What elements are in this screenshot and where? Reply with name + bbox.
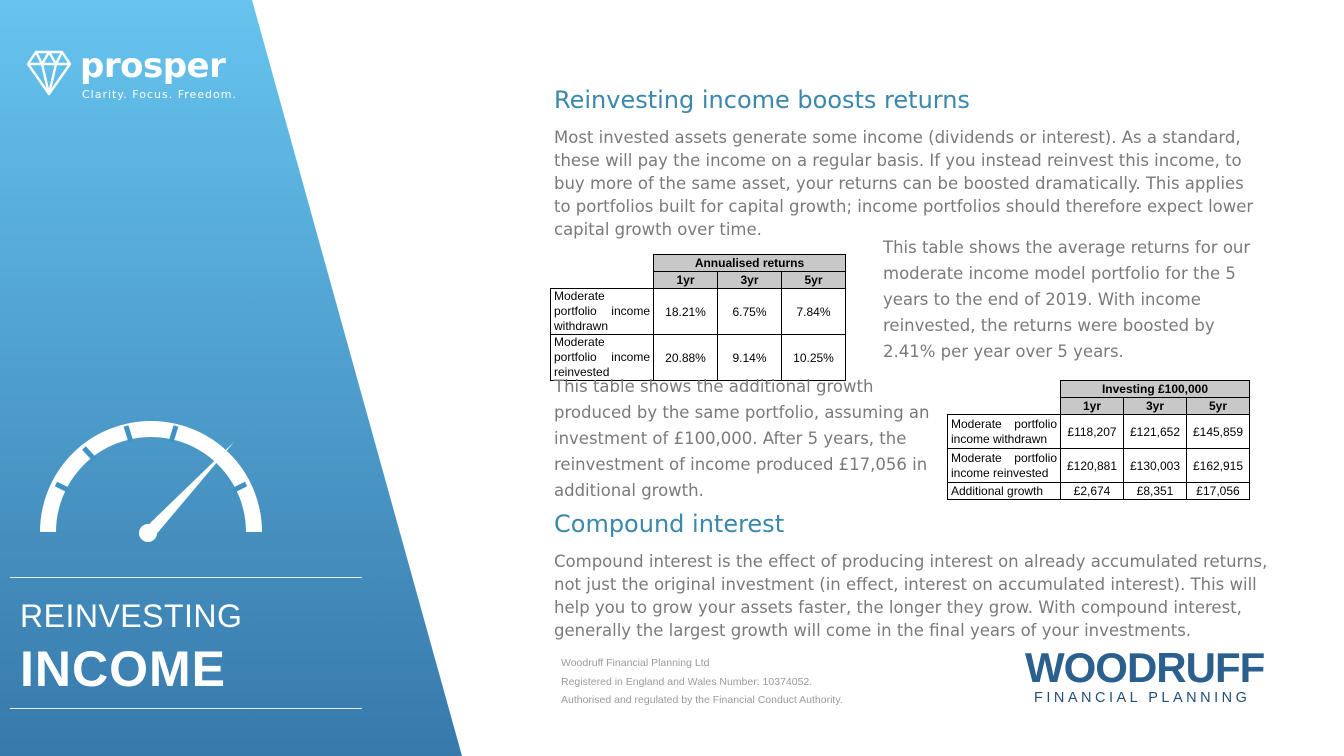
column-header: 5yr	[1187, 398, 1250, 415]
sidebar	[0, 0, 480, 756]
section1-heading: Reinvesting income boosts returns	[554, 86, 970, 114]
table-cell: £120,881	[1061, 449, 1124, 483]
row-label: Moderate portfolio income reinvested	[551, 335, 654, 381]
table-cell: £2,674	[1061, 483, 1124, 500]
column-header: 1yr	[1061, 398, 1124, 415]
brand-tagline: Clarity. Focus. Freedom.	[82, 88, 237, 101]
speedometer-icon	[40, 412, 264, 542]
table-caption: Annualised returns	[654, 255, 846, 272]
table-cell: 10.25%	[782, 335, 846, 381]
section2-body: Compound interest is the effect of producing interest on already accumulated returns, not just the original investment (in effect, interest on accumulated interest). This will help you to grow your assets faster, the longer they grow. With compound interest, generally the largest growth will come in the final years of your investments.	[554, 552, 1268, 640]
footer-line: Registered in England and Wales Number: 10374052.	[561, 675, 813, 688]
table-corner	[551, 255, 654, 272]
annualised-returns-table	[550, 254, 846, 381]
column-header: 1yr	[654, 272, 718, 289]
slide-title-line1: REINVESTING	[20, 598, 243, 634]
table-row	[948, 415, 1250, 449]
slide-title-line2: INCOME	[20, 641, 226, 697]
table-caption: Investing £100,000	[1061, 381, 1250, 398]
woodruff-logo-main: WOODRUFF	[1025, 644, 1265, 691]
footer-line: Authorised and regulated by the Financial Conduct Authority.	[561, 694, 843, 706]
brand-name: prosper	[80, 46, 226, 86]
table-cell: £118,207	[1061, 415, 1124, 449]
table-cell: 6.75%	[718, 289, 782, 335]
table-cell: £17,056	[1187, 483, 1250, 500]
prosper-logo	[26, 46, 237, 101]
footer-line: Woodruff Financial Planning Ltd	[561, 657, 710, 669]
table-row	[948, 449, 1250, 483]
table-cell: 7.84%	[782, 289, 846, 335]
table-cell: 9.14%	[718, 335, 782, 381]
table2-explanation: This table shows the additional growth produced by the same portfolio, assuming an investment of £100,000. After 5 years, the reinvestment of income produced £17,056 in additional growth.	[554, 377, 930, 500]
woodruff-logo	[1025, 644, 1265, 706]
divider-top	[10, 577, 362, 578]
row-label: Moderate portfolio income withdrawn	[948, 415, 1061, 449]
table1-explanation: This table shows the average returns for our moderate income model portfolio for the 5 years to the end of 2019. With income reinvested, the returns were boosted by 2.41% per year over 5 years.	[883, 238, 1251, 361]
table-cell: 18.21%	[654, 289, 718, 335]
woodruff-logo-sub: FINANCIAL PLANNING	[1034, 690, 1251, 706]
table-corner	[948, 381, 1061, 398]
table-cell: £121,652	[1124, 415, 1187, 449]
footer-legal	[561, 654, 843, 710]
table-cell: £145,859	[1187, 415, 1250, 449]
row-label: Moderate portfolio income reinvested	[948, 449, 1061, 483]
row-label: Moderate portfolio income withdrawn	[551, 289, 654, 335]
table-cell: £162,915	[1187, 449, 1250, 483]
table-row	[551, 289, 846, 335]
diamond-icon	[26, 48, 72, 96]
table-row	[948, 483, 1250, 500]
column-header: 5yr	[782, 272, 846, 289]
table-cell: £130,003	[1124, 449, 1187, 483]
investing-100k-table	[947, 380, 1250, 500]
row-label: Additional growth	[948, 483, 1061, 500]
table-cell: £8,351	[1124, 483, 1187, 500]
section2-heading: Compound interest	[554, 510, 785, 538]
column-header: 3yr	[1124, 398, 1187, 415]
divider-bottom	[10, 708, 362, 709]
section1-body: Most invested assets generate some income (dividends or interest). As a standard, these will pay the income on a regular basis. If you instead reinvest this income, to buy more of the same asset, your returns can be boosted dramatically. This applies to portfolios built for capital growth; income portfolios should therefore expect lower capital growth over time.	[554, 128, 1254, 239]
column-header: 3yr	[718, 272, 782, 289]
table-cell: 20.88%	[654, 335, 718, 381]
